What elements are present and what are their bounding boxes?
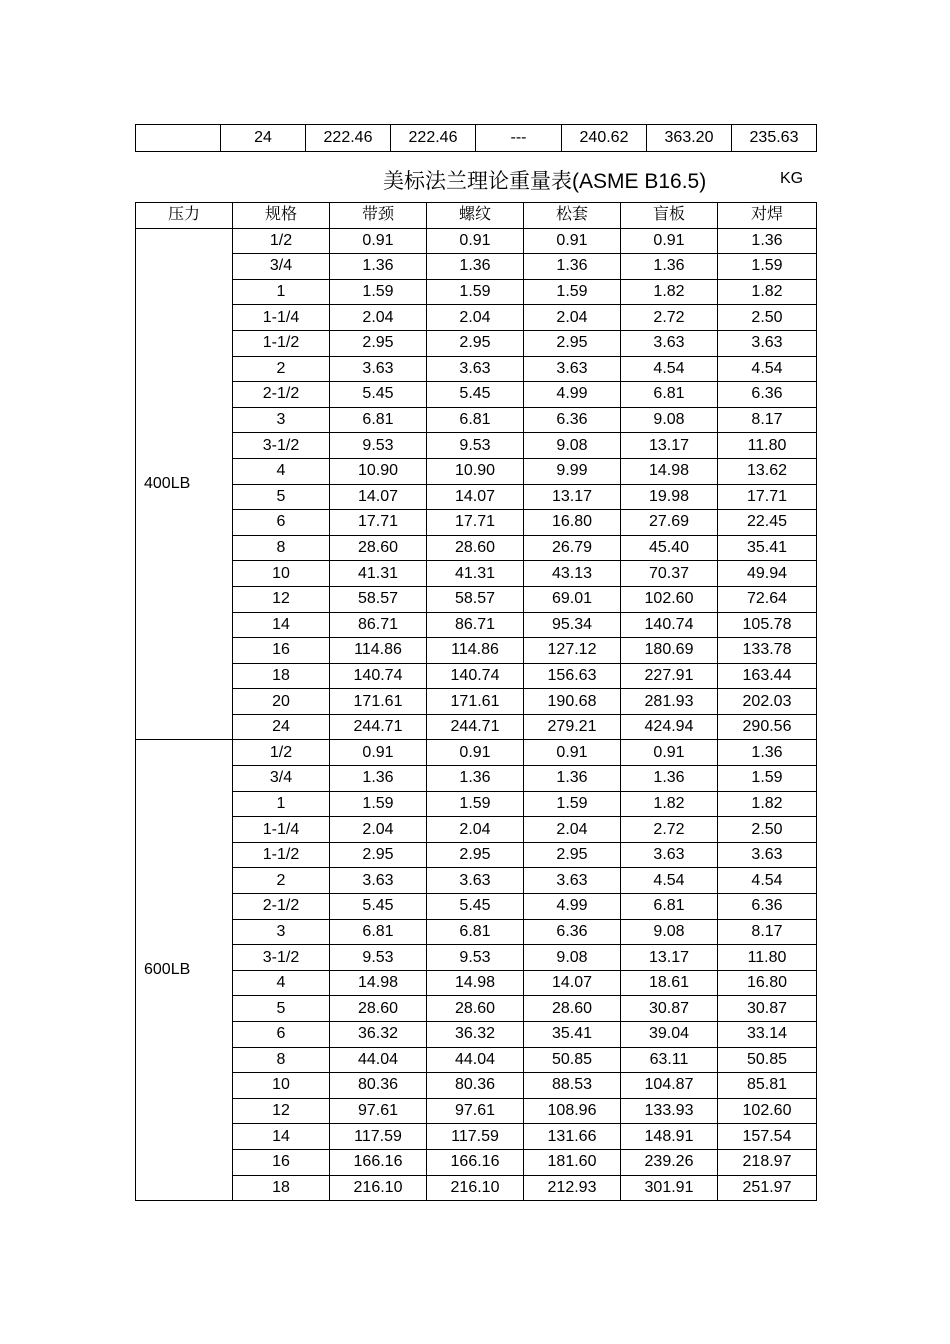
- weight-cell: 227.91: [621, 663, 718, 689]
- weight-cell: 131.66: [524, 1124, 621, 1150]
- weight-cell: 0.91: [330, 228, 427, 254]
- table-cell: 222.46: [306, 125, 391, 152]
- weight-cell: 2.50: [718, 817, 817, 843]
- table-row: [136, 305, 817, 331]
- table-row: [136, 970, 817, 996]
- table-row: [136, 791, 817, 817]
- table-cell: 363.20: [647, 125, 732, 152]
- weight-cell: 36.32: [330, 1022, 427, 1048]
- weight-cell: 9.08: [621, 407, 718, 433]
- weight-cell: 166.16: [330, 1149, 427, 1175]
- size-cell: 16: [233, 1149, 330, 1175]
- weight-cell: 157.54: [718, 1124, 817, 1150]
- weight-cell: 9.53: [427, 433, 524, 459]
- weight-cell: 1.82: [621, 791, 718, 817]
- size-cell: 14: [233, 1124, 330, 1150]
- weight-cell: 4.54: [621, 868, 718, 894]
- weight-cell: 9.08: [621, 919, 718, 945]
- weight-cell: 212.93: [524, 1175, 621, 1201]
- weight-cell: 14.98: [427, 970, 524, 996]
- pressure-class-cell: 400LB: [136, 228, 233, 740]
- weight-cell: 4.54: [621, 356, 718, 382]
- weight-cell: 102.60: [718, 1098, 817, 1124]
- weight-cell: 244.71: [427, 714, 524, 740]
- table-row: [136, 228, 817, 254]
- table-cell: 235.63: [732, 125, 817, 152]
- weight-cell: 6.36: [718, 382, 817, 408]
- weight-cell: 49.94: [718, 561, 817, 587]
- weight-cell: 133.78: [718, 638, 817, 664]
- weight-cell: 3.63: [330, 356, 427, 382]
- weight-cell: 1.36: [718, 228, 817, 254]
- weight-cell: 117.59: [427, 1124, 524, 1150]
- size-cell: 1: [233, 791, 330, 817]
- weight-cell: 30.87: [718, 996, 817, 1022]
- weight-cell: 2.95: [427, 842, 524, 868]
- weight-cell: 85.81: [718, 1073, 817, 1099]
- table-cell: ---: [476, 125, 562, 152]
- weight-cell: 424.94: [621, 714, 718, 740]
- size-cell: 1-1/4: [233, 305, 330, 331]
- weight-cell: 9.99: [524, 458, 621, 484]
- size-cell: 3-1/2: [233, 433, 330, 459]
- flange-weight-table: [135, 202, 817, 1201]
- size-cell: 3/4: [233, 254, 330, 280]
- weight-cell: 2.95: [524, 330, 621, 356]
- weight-cell: 216.10: [427, 1175, 524, 1201]
- table-row: [136, 996, 817, 1022]
- weight-cell: 10.90: [330, 458, 427, 484]
- weight-cell: 3.63: [718, 842, 817, 868]
- weight-cell: 27.69: [621, 510, 718, 536]
- size-cell: 1-1/2: [233, 842, 330, 868]
- table-row: [136, 535, 817, 561]
- weight-cell: 163.44: [718, 663, 817, 689]
- table-row: [136, 458, 817, 484]
- unit-label: KG: [780, 170, 804, 187]
- table-row: [136, 586, 817, 612]
- weight-cell: 105.78: [718, 612, 817, 638]
- table-row: [136, 356, 817, 382]
- weight-cell: 14.98: [330, 970, 427, 996]
- weight-cell: 127.12: [524, 638, 621, 664]
- size-cell: 4: [233, 458, 330, 484]
- header-pressure: 压力: [136, 203, 233, 229]
- table-cell: 222.46: [391, 125, 476, 152]
- size-cell: 1/2: [233, 740, 330, 766]
- weight-cell: 166.16: [427, 1149, 524, 1175]
- weight-cell: 1.36: [330, 766, 427, 792]
- weight-cell: 4.99: [524, 382, 621, 408]
- weight-cell: 97.61: [427, 1098, 524, 1124]
- weight-cell: 80.36: [330, 1073, 427, 1099]
- table-row: [136, 433, 817, 459]
- weight-cell: 202.03: [718, 689, 817, 715]
- weight-cell: 6.81: [621, 382, 718, 408]
- table-row: [136, 279, 817, 305]
- pressure-class-cell: 600LB: [136, 740, 233, 1201]
- weight-cell: 1.59: [524, 791, 621, 817]
- size-cell: 5: [233, 484, 330, 510]
- weight-cell: 44.04: [330, 1047, 427, 1073]
- weight-cell: 17.71: [427, 510, 524, 536]
- header-threaded: 螺纹: [427, 203, 524, 229]
- table-row: [136, 740, 817, 766]
- size-cell: 24: [233, 714, 330, 740]
- weight-cell: 33.14: [718, 1022, 817, 1048]
- weight-cell: 0.91: [621, 740, 718, 766]
- weight-cell: 181.60: [524, 1149, 621, 1175]
- size-cell: 4: [233, 970, 330, 996]
- weight-cell: 9.08: [524, 433, 621, 459]
- table-row: [136, 766, 817, 792]
- weight-cell: 22.45: [718, 510, 817, 536]
- weight-cell: 70.37: [621, 561, 718, 587]
- weight-cell: 13.17: [621, 433, 718, 459]
- weight-cell: 41.31: [330, 561, 427, 587]
- table-row: [136, 868, 817, 894]
- weight-cell: 13.17: [524, 484, 621, 510]
- table-row: [136, 638, 817, 664]
- weight-cell: 9.53: [330, 433, 427, 459]
- table-row: [136, 1124, 817, 1150]
- weight-cell: 2.04: [330, 305, 427, 331]
- weight-cell: 218.97: [718, 1149, 817, 1175]
- table-row: [136, 561, 817, 587]
- size-cell: 3/4: [233, 766, 330, 792]
- weight-cell: 45.40: [621, 535, 718, 561]
- table-row: [136, 663, 817, 689]
- weight-cell: 28.60: [524, 996, 621, 1022]
- weight-cell: 3.63: [427, 356, 524, 382]
- table-row: [136, 510, 817, 536]
- weight-cell: 2.95: [330, 842, 427, 868]
- weight-cell: 8.17: [718, 407, 817, 433]
- weight-cell: 43.13: [524, 561, 621, 587]
- weight-cell: 2.50: [718, 305, 817, 331]
- weight-cell: 9.53: [427, 945, 524, 971]
- size-cell: 1-1/4: [233, 817, 330, 843]
- table-row: [136, 612, 817, 638]
- table-row: [136, 125, 817, 152]
- previous-table-fragment: [135, 124, 817, 152]
- weight-cell: 95.34: [524, 612, 621, 638]
- weight-cell: 180.69: [621, 638, 718, 664]
- weight-cell: 6.81: [427, 919, 524, 945]
- table-title: 美标法兰理论重量表(ASME B16.5): [383, 170, 707, 193]
- header-slip-on-neck: 带颈: [330, 203, 427, 229]
- weight-cell: 1.36: [718, 740, 817, 766]
- weight-cell: 28.60: [330, 535, 427, 561]
- table-row: [136, 714, 817, 740]
- size-cell: 12: [233, 586, 330, 612]
- table-row: [136, 1149, 817, 1175]
- table-row: [136, 894, 817, 920]
- weight-cell: 6.36: [524, 919, 621, 945]
- size-cell: 1: [233, 279, 330, 305]
- weight-cell: 3.63: [524, 356, 621, 382]
- table-row: [136, 382, 817, 408]
- weight-cell: 86.71: [427, 612, 524, 638]
- table-row: [136, 945, 817, 971]
- table-row: [136, 689, 817, 715]
- table-cell: [136, 125, 221, 152]
- size-cell: 14: [233, 612, 330, 638]
- table-cell: 24: [221, 125, 306, 152]
- weight-cell: 148.91: [621, 1124, 718, 1150]
- size-cell: 3: [233, 407, 330, 433]
- weight-cell: 1.82: [621, 279, 718, 305]
- weight-cell: 50.85: [718, 1047, 817, 1073]
- weight-cell: 39.04: [621, 1022, 718, 1048]
- weight-cell: 1.59: [524, 279, 621, 305]
- header-blind: 盲板: [621, 203, 718, 229]
- weight-cell: 35.41: [718, 535, 817, 561]
- weight-cell: 2.72: [621, 817, 718, 843]
- weight-cell: 13.62: [718, 458, 817, 484]
- weight-cell: 88.53: [524, 1073, 621, 1099]
- table-row: [136, 1175, 817, 1201]
- weight-cell: 1.36: [330, 254, 427, 280]
- weight-cell: 6.36: [524, 407, 621, 433]
- table-row: [136, 254, 817, 280]
- size-cell: 8: [233, 1047, 330, 1073]
- weight-cell: 14.98: [621, 458, 718, 484]
- weight-cell: 0.91: [427, 740, 524, 766]
- size-cell: 8: [233, 535, 330, 561]
- weight-cell: 140.74: [621, 612, 718, 638]
- table-row: [136, 407, 817, 433]
- weight-cell: 6.81: [330, 407, 427, 433]
- size-cell: 6: [233, 1022, 330, 1048]
- weight-cell: 2.04: [524, 817, 621, 843]
- weight-cell: 171.61: [330, 689, 427, 715]
- weight-cell: 5.45: [330, 894, 427, 920]
- size-cell: 20: [233, 689, 330, 715]
- weight-cell: 3.63: [621, 330, 718, 356]
- weight-cell: 4.99: [524, 894, 621, 920]
- weight-cell: 281.93: [621, 689, 718, 715]
- weight-cell: 279.21: [524, 714, 621, 740]
- weight-cell: 114.86: [427, 638, 524, 664]
- header-weld-neck: 对焊: [718, 203, 817, 229]
- weight-cell: 102.60: [621, 586, 718, 612]
- weight-cell: 239.26: [621, 1149, 718, 1175]
- weight-cell: 0.91: [621, 228, 718, 254]
- weight-cell: 86.71: [330, 612, 427, 638]
- weight-cell: 104.87: [621, 1073, 718, 1099]
- weight-cell: 6.81: [621, 894, 718, 920]
- weight-cell: 58.57: [330, 586, 427, 612]
- weight-cell: 1.59: [718, 766, 817, 792]
- size-cell: 1-1/2: [233, 330, 330, 356]
- weight-cell: 133.93: [621, 1098, 718, 1124]
- weight-cell: 0.91: [330, 740, 427, 766]
- size-cell: 16: [233, 638, 330, 664]
- weight-cell: 1.36: [524, 766, 621, 792]
- weight-cell: 36.32: [427, 1022, 524, 1048]
- weight-cell: 2.04: [427, 817, 524, 843]
- weight-cell: 2.04: [427, 305, 524, 331]
- table-body: [136, 228, 817, 1201]
- weight-cell: 140.74: [330, 663, 427, 689]
- weight-cell: 114.86: [330, 638, 427, 664]
- weight-cell: 0.91: [524, 740, 621, 766]
- weight-cell: 80.36: [427, 1073, 524, 1099]
- weight-cell: 2.04: [330, 817, 427, 843]
- weight-cell: 1.36: [621, 254, 718, 280]
- weight-cell: 1.82: [718, 279, 817, 305]
- weight-cell: 35.41: [524, 1022, 621, 1048]
- size-cell: 10: [233, 1073, 330, 1099]
- header-size: 规格: [233, 203, 330, 229]
- size-cell: 5: [233, 996, 330, 1022]
- weight-cell: 1.59: [427, 791, 524, 817]
- weight-cell: 6.81: [427, 407, 524, 433]
- table-row: [136, 842, 817, 868]
- table-row: [136, 1022, 817, 1048]
- size-cell: 2: [233, 868, 330, 894]
- weight-cell: 2.72: [621, 305, 718, 331]
- weight-cell: 1.36: [427, 254, 524, 280]
- weight-cell: 190.68: [524, 689, 621, 715]
- size-cell: 6: [233, 510, 330, 536]
- weight-cell: 1.59: [718, 254, 817, 280]
- weight-cell: 2.95: [427, 330, 524, 356]
- table-cell: 240.62: [562, 125, 647, 152]
- weight-cell: 3.63: [427, 868, 524, 894]
- weight-cell: 6.81: [330, 919, 427, 945]
- size-cell: 1/2: [233, 228, 330, 254]
- weight-cell: 6.36: [718, 894, 817, 920]
- weight-cell: 3.63: [524, 868, 621, 894]
- weight-cell: 156.63: [524, 663, 621, 689]
- weight-cell: 14.07: [330, 484, 427, 510]
- weight-cell: 3.63: [330, 868, 427, 894]
- table-row: [136, 919, 817, 945]
- weight-cell: 50.85: [524, 1047, 621, 1073]
- weight-cell: 19.98: [621, 484, 718, 510]
- weight-cell: 2.95: [524, 842, 621, 868]
- weight-cell: 11.80: [718, 433, 817, 459]
- weight-cell: 30.87: [621, 996, 718, 1022]
- size-cell: 2: [233, 356, 330, 382]
- table-title-line: [383, 165, 813, 193]
- weight-cell: 244.71: [330, 714, 427, 740]
- weight-cell: 251.97: [718, 1175, 817, 1201]
- weight-cell: 16.80: [718, 970, 817, 996]
- size-cell: 3: [233, 919, 330, 945]
- size-cell: 10: [233, 561, 330, 587]
- weight-cell: 108.96: [524, 1098, 621, 1124]
- weight-cell: 72.64: [718, 586, 817, 612]
- weight-cell: 9.08: [524, 945, 621, 971]
- weight-cell: 1.36: [427, 766, 524, 792]
- weight-cell: 1.59: [330, 279, 427, 305]
- weight-cell: 3.63: [718, 330, 817, 356]
- weight-cell: 28.60: [330, 996, 427, 1022]
- weight-cell: 301.91: [621, 1175, 718, 1201]
- weight-cell: 63.11: [621, 1047, 718, 1073]
- weight-cell: 11.80: [718, 945, 817, 971]
- weight-cell: 117.59: [330, 1124, 427, 1150]
- weight-cell: 58.57: [427, 586, 524, 612]
- weight-cell: 18.61: [621, 970, 718, 996]
- weight-cell: 14.07: [427, 484, 524, 510]
- weight-cell: 69.01: [524, 586, 621, 612]
- weight-cell: 0.91: [427, 228, 524, 254]
- weight-cell: 1.36: [524, 254, 621, 280]
- weight-cell: 2.95: [330, 330, 427, 356]
- size-cell: 2-1/2: [233, 894, 330, 920]
- header-row: [136, 203, 817, 229]
- weight-cell: 10.90: [427, 458, 524, 484]
- weight-cell: 9.53: [330, 945, 427, 971]
- weight-cell: 5.45: [427, 894, 524, 920]
- size-cell: 18: [233, 663, 330, 689]
- weight-cell: 28.60: [427, 535, 524, 561]
- weight-cell: 171.61: [427, 689, 524, 715]
- weight-cell: 8.17: [718, 919, 817, 945]
- weight-cell: 26.79: [524, 535, 621, 561]
- table-row: [136, 1098, 817, 1124]
- weight-cell: 5.45: [427, 382, 524, 408]
- weight-cell: 5.45: [330, 382, 427, 408]
- weight-cell: 16.80: [524, 510, 621, 536]
- weight-cell: 1.59: [427, 279, 524, 305]
- weight-cell: 41.31: [427, 561, 524, 587]
- weight-cell: 97.61: [330, 1098, 427, 1124]
- header-lap-joint: 松套: [524, 203, 621, 229]
- weight-cell: 140.74: [427, 663, 524, 689]
- weight-cell: 216.10: [330, 1175, 427, 1201]
- size-cell: 18: [233, 1175, 330, 1201]
- weight-cell: 2.04: [524, 305, 621, 331]
- size-cell: 3-1/2: [233, 945, 330, 971]
- weight-cell: 4.54: [718, 356, 817, 382]
- weight-cell: 28.60: [427, 996, 524, 1022]
- weight-cell: 44.04: [427, 1047, 524, 1073]
- weight-cell: 17.71: [330, 510, 427, 536]
- size-cell: 12: [233, 1098, 330, 1124]
- weight-cell: 14.07: [524, 970, 621, 996]
- weight-cell: 17.71: [718, 484, 817, 510]
- size-cell: 2-1/2: [233, 382, 330, 408]
- weight-cell: 290.56: [718, 714, 817, 740]
- weight-cell: 3.63: [621, 842, 718, 868]
- weight-cell: 1.82: [718, 791, 817, 817]
- table-row: [136, 330, 817, 356]
- weight-cell: 4.54: [718, 868, 817, 894]
- table-row: [136, 1073, 817, 1099]
- weight-cell: 1.59: [330, 791, 427, 817]
- weight-cell: 0.91: [524, 228, 621, 254]
- weight-cell: 13.17: [621, 945, 718, 971]
- table-row: [136, 484, 817, 510]
- table-row: [136, 1047, 817, 1073]
- table-row: [136, 817, 817, 843]
- weight-cell: 1.36: [621, 766, 718, 792]
